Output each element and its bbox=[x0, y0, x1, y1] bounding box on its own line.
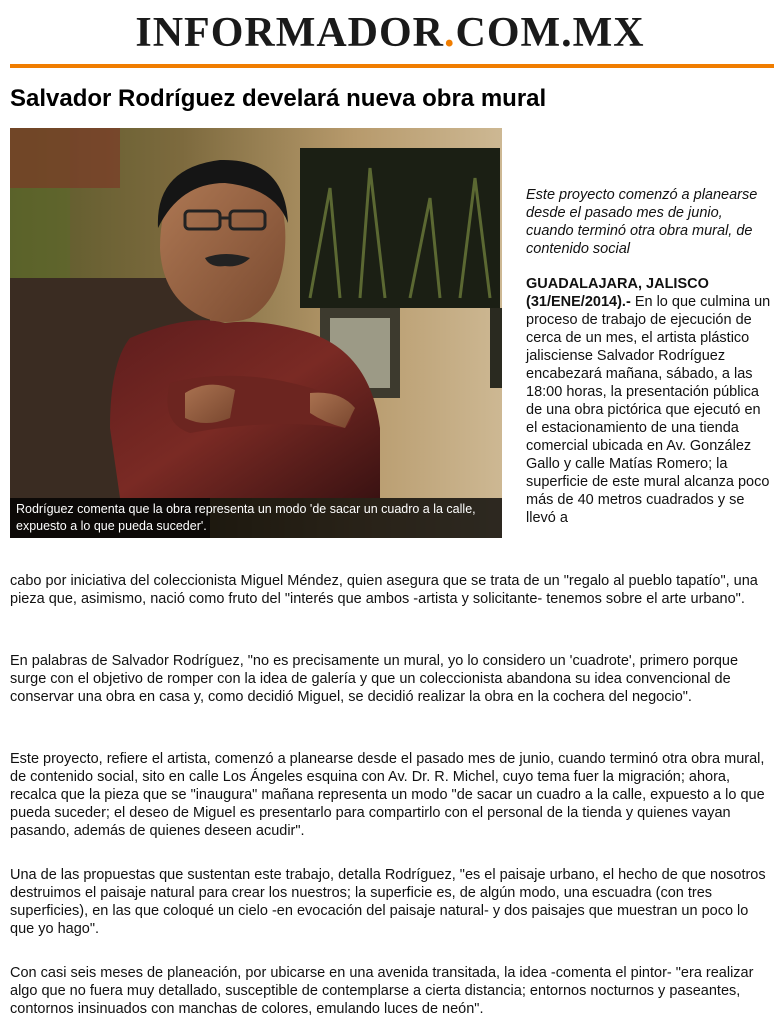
masthead-divider bbox=[10, 64, 774, 68]
article-intro: Este proyecto comenzó a planearse desde el pasado mes de junio, cuando terminó otra obra mural, de contenido social bbox=[526, 187, 758, 257]
dateline: GUADALAJARA, JALISCO (31/ENE/2014).- bbox=[526, 276, 709, 310]
site-logo[interactable] bbox=[0, 10, 780, 56]
lead-paragraph bbox=[526, 275, 774, 527]
logo-text-commx: COM.MX bbox=[455, 10, 645, 56]
lead-paragraph-continued: cabo por iniciativa del coleccionista Miguel Méndez, quien asegura que se trata de un "regalo al pueblo tapatío", una pieza que, asimismo, nació como fruto del "interés que ambos -artista y solicitante- tenemos sobre el arte urbano". bbox=[10, 573, 758, 607]
photo-caption: Rodríguez comenta que la obra representa un modo 'de sacar un cuadro a la calle, expuesto a lo que pueda suceder'. bbox=[10, 498, 502, 538]
logo-dot: . bbox=[444, 10, 456, 56]
article-title: Salvador Rodríguez develará nueva obra mural bbox=[10, 85, 547, 112]
body-paragraph-3: Una de las propuestas que sustentan este trabajo, detalla Rodríguez, "es el paisaje urbano, el hecho de que nosotros destruimos el paisaje natural para crear los nuestros; la superficie es, de algún modo, una escuadra (con tres superficies), en las que coloqué un cielo -en evocación del paisaje natural- y dos paisajes que muestran un poco lo que yo hago". bbox=[10, 867, 766, 937]
photo-illustration bbox=[10, 128, 502, 538]
body-paragraph-2: Este proyecto, refiere el artista, comenzó a planearse desde el pasado mes de junio, cuando terminó otra obra mural, de contenido social, sito en calle Los Ángeles esquina con Av. Dr. R. Michel, cuyo tema fuer la migración; ahora, recalca que la pieza que se "inaugura" mañana representa un modo "de sacar un cuadro a la calle, expuesto a lo que pueda suceder; el deseo de Miguel es presentarlo para compartirlo con el personal de la tienda y quienes vayan pasando, además de quienes deseen acudir". bbox=[10, 751, 765, 839]
body-paragraph-4: Con casi seis meses de planeación, por ubicarse en una avenida transitada, la idea -comenta el pintor- "era realizar algo que no fuera muy detallado, susceptible de contemplarse a cierta distancia; entornos nocturnos y paseantes, contornos insinuados con manchas de colores, emulando luces de neón". bbox=[10, 965, 754, 1017]
masthead bbox=[0, 0, 780, 64]
body-paragraph-1: En palabras de Salvador Rodríguez, "no es precisamente un mural, yo lo considero un 'cuadrote', primero porque surge con el objetivo de romper con la idea de galería y que un coleccionista abandona su idea convencional de conservar una obra en casa y, como decidió Miguel, se decidió realizar la obra en la cochera del negocio". bbox=[10, 653, 739, 705]
lead-paragraph-text: En lo que culmina un proceso de trabajo de ejecución de cerca de un mes, el artista plástico jalisciense Salvador Rodríguez encabezará mañana, sábado, a las 18:00 horas, la presentación pública de una obra pictórica que ejecutó en el estacionamiento de una tienda comercial ubicada en Av. González Gallo y calle Matías Romero; la superficie de este mural alcanza poco más de 40 metros cuadrados y se llevó a bbox=[526, 294, 771, 526]
article-photo bbox=[10, 128, 502, 538]
logo-text-informador: INFORMADOR bbox=[135, 10, 444, 56]
